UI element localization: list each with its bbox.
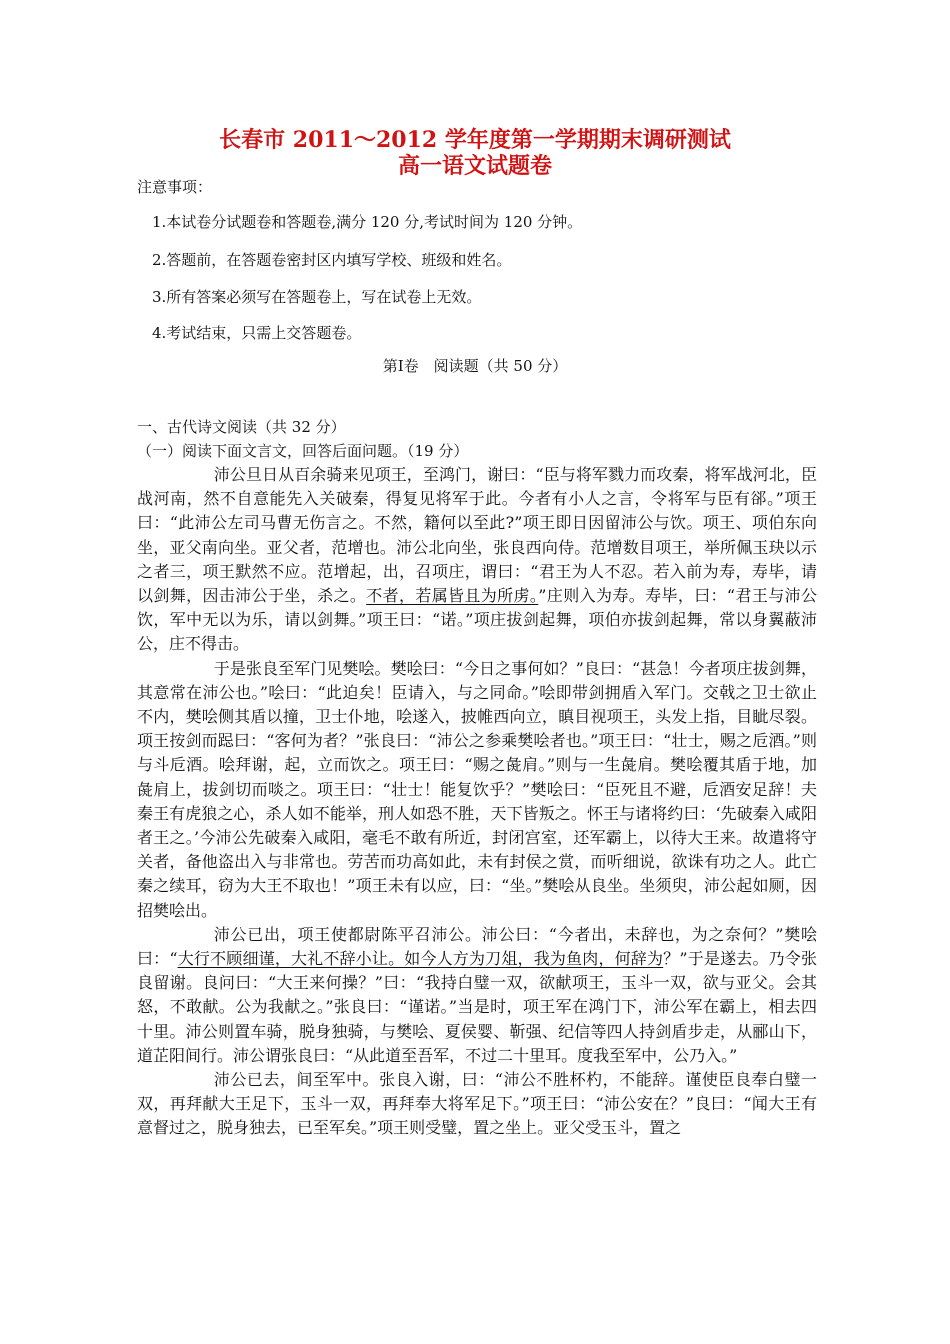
paragraph-text: 沛公已出，项王使都尉陈平召沛公。沛公曰：“今者出，未辞也，为之奈何？”樊哙曰：“ [137, 924, 817, 969]
passage-paragraph-3 [137, 923, 817, 1068]
exam-subtitle: 高一语文试题卷 [397, 153, 552, 179]
sub-heading: （一）阅读下面文言文，回答后面问题。（19 分） [137, 442, 469, 460]
notice-item: 4.考试结束，只需上交答题卷。 [152, 324, 362, 342]
paragraph-text: ”庄则入为寿。寿毕，曰：“君王与沛公饮，军中无以为乐，请以剑舞。”项王曰：“诺。”项庄拔剑起舞，项伯亦拔剑起舞，常以身翼蔽沛公，庄不得击。 [137, 586, 817, 654]
notice-item: 3.所有答案必须写在答题卷上，写在试卷上无效。 [152, 288, 482, 306]
section-heading: 第Ⅰ卷 阅读题（共 50 分） [382, 357, 568, 375]
passage-paragraph-4: 沛公已去，间至军中。张良入谢，曰：“沛公不胜杯杓，不能辞。谨使臣良奉白璧一双，再拜献大王足下，玉斗一双，再拜奉大将军足下。”项王曰：“沛公安在？”良曰：“闻大王有意督过之，脱身独去，已至军矣。”项王则受璧，置之坐上。亚父受玉斗，置之 [137, 1070, 817, 1138]
part-heading: 一、古代诗文阅读（共 32 分） [137, 418, 346, 436]
notice-item: 2.答题前，在答题卷密封区内填写学校、班级和姓名。 [152, 251, 512, 269]
underlined-sentence: 不者，若属皆且为所虏。 [366, 586, 539, 606]
paragraph-text: ？”于是遂去。乃令张良留谢。良问曰：“大王来何操？”曰：“我持白璧一双，欲献项王，玉斗一双，欲与亚父。会其怒，不敢献。公为我献之。”张良曰：“谨诺。”当是时，项王军在鸿门下，沛公军在霸上，相去四十里。沛公则置车骑，脱身独骑，与樊哙、夏侯婴、靳强、纪信等四人持剑盾步走，从郦山下，道芷阳间行。沛公谓张良曰：“从此道至吾军，不过二十里耳。度我至军中，公乃入。” [137, 949, 817, 1065]
notice-heading: 注意事项： [137, 178, 213, 196]
passage-paragraph-2: 于是张良至军门见樊哙。樊哙曰：“今日之事何如？”良曰：“甚急！今者项庄拔剑舞，其意常在沛公也。”哙曰：“此迫矣！臣请入，与之同命。”哙即带剑拥盾入军门。交戟之卫士欲止不内，樊哙侧其盾以撞，卫士仆地，哙遂入，披帷西向立，瞋目视项王，头发上指，目眦尽裂。项王按剑而跽曰：“客何为者？”张良曰：“沛公之参乘樊哙者也。”项王曰：“壮士，赐之卮酒。”则与斗卮酒。哙拜谢，起，立而饮之。项王曰：“赐之彘肩。”则与一生彘肩。樊哙覆其盾于地，加彘肩上，拔剑切而啖之。项王曰：“壮士！能复饮乎？”樊哙曰：“臣死且不避，卮酒安足辞！夫秦王有虎狼之心，杀人如不能举，刑人如恐不胜，天下皆叛之。怀王与诸将约曰：‘先破秦入咸阳者王之。’今沛公先破秦入咸阳，毫毛不敢有所近，封闭宫室，还军霸上，以待大王来。故遣将守关者，备他盗出入与非常也。劳苦而功高如此，未有封侯之赏，而听细说，欲诛有功之人。此亡秦之续耳，窃为大王不取也！”项王未有以应，曰：“坐。”樊哙从良坐。坐须臾，沛公起如厕，因招樊哙出。 [137, 658, 817, 920]
underlined-sentence: 大行不顾细谨，大礼不辞小让。如今人方为刀俎，我为鱼肉，何辞为 [177, 949, 664, 969]
passage [137, 463, 817, 1141]
paragraph-text: 沛公旦日从百余骑来见项王，至鸿门，谢曰：“臣与将军戮力而攻秦，将军战河北，臣战河南，然不自意能先入关破秦，得复见将军于此。今者有小人之言，令将军与臣有郤。”项王曰：“此沛公左司马曹无伤言之。不然，籍何以至此?”项王即日因留沛公与饮。项王、项伯东向坐，亚父南向坐。亚父者，范增也。沛公北向坐，张良西向侍。范增数目项王，举所佩玉玦以示之者三，项王默然不应。范增起，出，召项庄，谓曰：“君王为人不忍。若入前为寿，寿毕，请以剑舞，因击沛公于坐，杀之。 [137, 465, 817, 606]
passage-paragraph-1 [137, 463, 817, 657]
notice-item: 1.本试卷分试题卷和答题卷,满分 120 分,考试时间为 120 分钟。 [152, 213, 583, 231]
exam-title: 长春市 2011～2012 学年度第一学期期末调研测试 [219, 127, 731, 153]
